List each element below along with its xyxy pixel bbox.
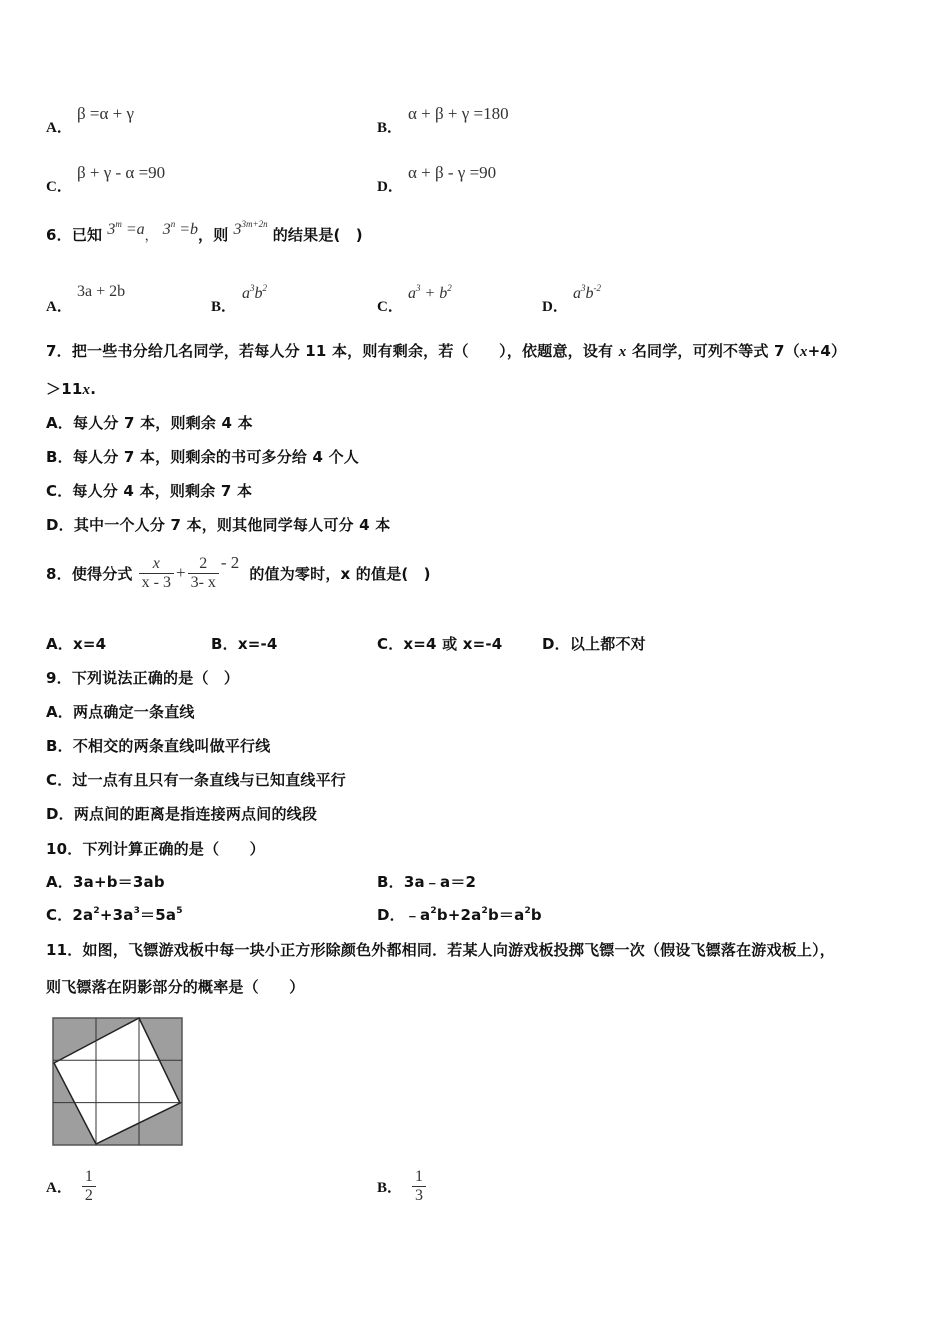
q6-option-c-expr: $a^3 + b^2$ <box>408 283 452 302</box>
q6-option-d-expr: $a^3b^{-2}$ <box>573 283 601 302</box>
q6-number: 6． <box>46 226 72 244</box>
q8-stem <box>46 548 431 598</box>
q5-option-d-expr: α + β - γ =90 <box>408 163 497 182</box>
q7-option-b: B．每人分 7 本，则剩余的书可多分给 4 个人 <box>46 448 359 466</box>
q11-option-b <box>377 1168 426 1205</box>
q9-option-c: C．过一点有且只有一条直线与已知直线平行 <box>46 771 347 789</box>
q11-stem-line2: 则飞镖落在阴影部分的概率是（ ） <box>46 978 305 996</box>
q5-option-c-label: C． <box>46 179 72 195</box>
q8-option-b: B．x=-4 <box>211 635 278 653</box>
q5-option-c-expr: β + γ - α =90 <box>77 163 166 182</box>
q10-option-c: C．$2a^2+3a^3=5a^5$ <box>46 906 183 924</box>
q6-option-c-label: C． <box>377 299 403 315</box>
q11-option-b-fraction: $\frac{1}{3}$ <box>412 1168 426 1205</box>
q9-option-b: B．不相交的两条直线叫做平行线 <box>46 737 271 755</box>
q7-stem-line1: 7．把一些书分给几名同学，若每人分 11 本，则有剩余，若（ ），依题意，设有 x 名同学，可列不等式 7（x+4） <box>46 342 847 360</box>
q6-option-a-expr: 3a + 2b <box>77 283 126 300</box>
q7-stem-line2: ＞11x. <box>46 380 97 398</box>
q8-option-d: D．以上都不对 <box>542 635 646 653</box>
q8-tail: - 2 <box>220 553 240 572</box>
q7-option-a: A．每人分 7 本，则剩余 4 本 <box>46 414 253 432</box>
q8-plus: + <box>175 563 186 582</box>
q5-option-b-label: B． <box>377 120 403 136</box>
q8-option-c: C．x=4 或 x=-4 <box>377 635 503 653</box>
q10-option-a: A．3a+b＝3ab <box>46 873 165 891</box>
q6-stem <box>46 219 363 245</box>
q6-cond1: 3$^m$ =a <box>107 219 145 238</box>
q10-stem: 10．下列计算正确的是（ ） <box>46 840 265 858</box>
q6-post: 的结果是( ) <box>272 226 363 244</box>
q5-option-a-expr: β =α + γ <box>77 104 134 123</box>
q8-option-a: A．x=4 <box>46 635 107 653</box>
dartboard-figure <box>52 1017 183 1147</box>
q10-option-b: B．3a﹣a＝2 <box>377 873 477 891</box>
q5-option-a-label: A． <box>46 120 72 136</box>
q8-fraction-2: $\frac{2}{3- x}$ <box>188 555 219 592</box>
q6-expr: $3^{3m+2n}$ <box>233 219 268 238</box>
q8-fraction-1: $\frac{x}{x - 3}$ <box>139 555 174 592</box>
q10-option-d: D．$﹣a^2b+2a^2b=a^2b$ <box>377 906 542 924</box>
q11-option-a-fraction: $\frac{1}{2}$ <box>82 1168 96 1205</box>
q5-option-d-label: D． <box>377 179 403 195</box>
q5-option-b-expr: α + β + γ =180 <box>408 104 509 123</box>
q6-pre: 已知 <box>71 226 103 244</box>
q9-option-a: A．两点确定一条直线 <box>46 703 195 721</box>
q7-option-c: C．每人分 4 本，则剩余 7 本 <box>46 482 253 500</box>
q9-stem: 9．下列说法正确的是（ ） <box>46 669 240 687</box>
q6-option-b-expr: $a^3b^2$ <box>242 283 267 302</box>
q11-option-a <box>46 1168 96 1205</box>
q9-option-d: D．两点间的距离是指连接两点间的线段 <box>46 805 318 823</box>
q6-option-b-label: B． <box>211 299 237 315</box>
q11-option-a-label: A． <box>46 1180 72 1196</box>
q7-option-d: D．其中一个人分 7 本，则其他同学每人可分 4 本 <box>46 516 391 534</box>
q6-option-d-label: D． <box>542 299 568 315</box>
q8-post: 的值为零时，x 的值是( ) <box>249 564 431 583</box>
q8-pre: 8．使得分式 <box>46 564 133 583</box>
q11-option-b-label: B． <box>377 1180 403 1196</box>
q6-cond2: 3$^n$ =b <box>162 219 199 238</box>
q6-mid: ，则 <box>198 226 229 244</box>
q11-stem-line1: 11．如图，飞镖游戏板中每一块小正方形除颜色外都相同．若某人向游戏板投掷飞镖一次（假设飞镖落在游戏板上）， <box>46 941 835 959</box>
q6-option-a-label: A． <box>46 299 72 315</box>
q6-sep: ， <box>144 228 158 243</box>
